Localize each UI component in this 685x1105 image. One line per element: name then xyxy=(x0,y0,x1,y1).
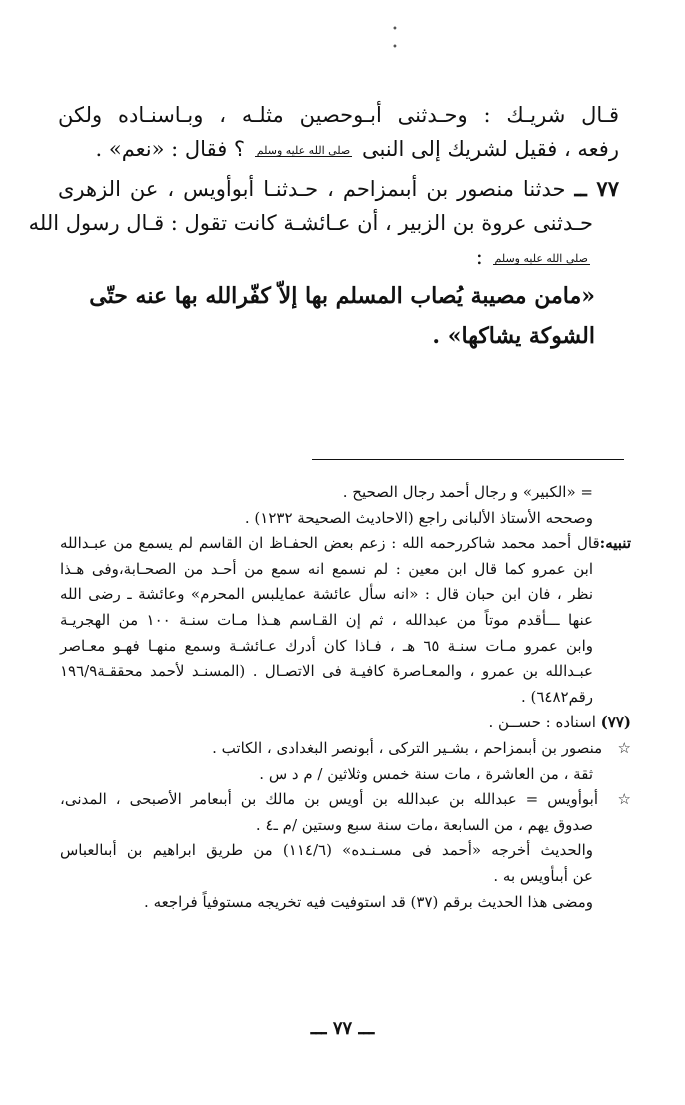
note-line-13-text: أبوأويس = عبدالله بن عبدالله بن أويس بن مالك بن أبىعامر الأصبحى ، المدنى، xyxy=(60,790,599,809)
note-line-6: عنها ـــأقدم موتاً من عبدالله ، ثم إن القـاسم هـذا مـات سنـة ١٠٠ من الهجريـة xyxy=(60,610,593,629)
hadith-quote xyxy=(58,276,619,356)
note-isnad-line xyxy=(60,710,631,736)
quote-line-1: «مامن مصيبة يُصاب المسلم بها إلاّ كفّرالله بها عنه حتّى xyxy=(89,283,595,309)
scan-speck: • xyxy=(392,24,398,35)
hadith-line-1 xyxy=(58,172,619,206)
note-line-1-text: «الكبير» و رجال أحمد رجال الصحيح . xyxy=(342,483,576,501)
quote-line-2: الشوكة يشاكها» . xyxy=(432,323,595,349)
tanbih-label: تنبيه: xyxy=(599,534,631,553)
note-line-11 xyxy=(60,736,631,762)
note-line-4: ابن عمرو كما قال ابن معين : لم نسمع انه سمع من أحـد من الصحـابة،وفى هـذا xyxy=(60,559,593,578)
main-text xyxy=(28,98,619,356)
note-line-7: وابن عمرو مـات سنـة ٦٥ هـ ، فـاذا كان أدرك عـائشـة وسمع منهـا فهـو معـاصر xyxy=(60,636,593,655)
main-line-2-text: رفعه ، فقيل لشريك إلى النبى xyxy=(361,137,619,161)
note-line-1 xyxy=(60,480,631,506)
hadith-number: ٧٧ ــ xyxy=(574,176,619,201)
main-line-2 xyxy=(58,132,619,166)
note-line-13 xyxy=(60,787,631,813)
note-line-12: ثقة ، من العاشرة ، مات سنة خمس وثلاثين / م د س . xyxy=(259,764,593,783)
footnote-divider xyxy=(312,459,624,460)
hadith-note-number: (٧٧) xyxy=(600,713,631,732)
note-line-17: ومضى هذا الحديث برقم (٣٧) قد استوفيت فيه تخريجه مستوفياً فراجعه . xyxy=(144,892,593,911)
note-line-16: عن أبىأويس به . xyxy=(493,866,593,885)
hadith-line-1-text: حدثنا منصور بن أبىمزاحم ، حـدثنـا أبوأويس ، عن الزهرى xyxy=(58,177,566,201)
scan-speck: • xyxy=(392,42,398,53)
footnotes xyxy=(60,480,631,915)
salutation-glyph: صلى الله عليه وسلم xyxy=(256,143,351,157)
star-icon: ☆ xyxy=(617,738,631,757)
hadith-line-3-colon: : xyxy=(475,245,483,269)
hadith-line-3 xyxy=(58,240,619,274)
star-icon: ☆ xyxy=(617,790,631,809)
main-line-2-end: ؟ فقال : «نعم» . xyxy=(95,137,246,161)
note-tanbih-line xyxy=(60,531,631,557)
note-line-10-text: اسناده : حســن . xyxy=(488,713,596,732)
salutation-glyph-2: صلى الله عليه وسلم xyxy=(494,251,588,265)
note-line-9: رقم٦٤٨٢) . xyxy=(520,687,593,706)
note-line-8: عبـدالله بن عمرو ، والمعـاصرة كافيـة فى الاتصـال . (المسنـد لأحمد محققـة١٩٦/٩ xyxy=(60,662,593,681)
note-line-3-text: قال أحمد محمد شاكررحمه الله : زعم بعض الحفـاظ ان القاسم لم يسمع من عبـدالله xyxy=(60,534,600,553)
page-number: ـــ ٧٧ ـــ xyxy=(310,1018,375,1039)
ditto-mark: = xyxy=(580,483,593,501)
note-line-2: وصححه الأستاذ الألبانى راجع (الاحاديث الصحيحة ١٢٣٢) . xyxy=(244,508,593,527)
note-line-15: والحديث أخرجه «أحمد فى مسـنـده» (١١٤/٦) من طريق ابراهيم بن أبىالعباس xyxy=(60,841,593,860)
note-line-5: نظر ، فان ابن حبان قال : «انه سأل عائشة عمايلبس المحرم» وعائشة ـ رضى الله xyxy=(60,585,593,604)
hadith-line-2: حـدثنى عروة بن الزبير ، أن عـائشـة كانت تقول : قـال رسول الله xyxy=(28,211,593,235)
main-line-1: قـال شريـك : وحـدثنى أبـوحصين مثلـه ، وبـاسنـاده ولكن xyxy=(58,103,619,127)
note-line-11-text: منصور بن أبىمزاحم ، بشـير التركى ، أبونصر البغدادى ، الكاتب . xyxy=(212,738,603,757)
note-line-14: صدوق يهم ، من السابعة ،مات سنة سبع وستين /م ـ٤ . xyxy=(255,815,593,834)
